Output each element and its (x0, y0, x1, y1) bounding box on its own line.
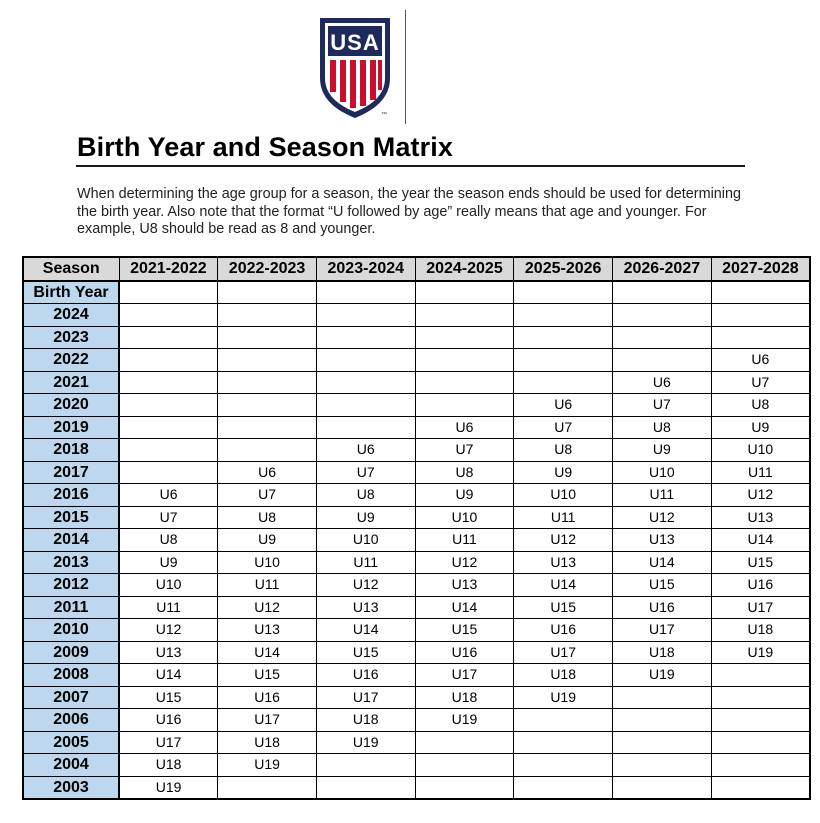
age-group-cell (316, 394, 415, 417)
page-title: Birth Year and Season Matrix (77, 132, 453, 162)
age-group-cell: U8 (119, 529, 218, 552)
age-group-cell: U16 (415, 641, 514, 664)
age-group-cell (613, 349, 712, 372)
age-group-cell: U18 (119, 754, 218, 777)
age-group-cell: U12 (613, 506, 712, 529)
age-group-cell (613, 304, 712, 327)
matrix-row (23, 754, 810, 777)
age-group-cell (514, 326, 613, 349)
age-group-cell (119, 416, 218, 439)
age-group-cell: U16 (119, 709, 218, 732)
empty-cell (711, 281, 810, 304)
age-group-cell (218, 349, 317, 372)
age-group-cell (613, 686, 712, 709)
age-group-cell (514, 776, 613, 799)
empty-cell (613, 281, 712, 304)
age-group-cell: U11 (415, 529, 514, 552)
empty-cell (415, 281, 514, 304)
matrix-row (23, 326, 810, 349)
season-header: 2023-2024 (316, 257, 415, 281)
age-group-cell (415, 349, 514, 372)
age-group-cell (711, 686, 810, 709)
title-divider (76, 165, 745, 167)
age-group-cell: U14 (218, 641, 317, 664)
age-group-cell (711, 731, 810, 754)
age-group-cell (613, 326, 712, 349)
age-group-cell: U17 (415, 664, 514, 687)
age-group-cell: U13 (119, 641, 218, 664)
age-group-cell (613, 709, 712, 732)
age-group-cell: U15 (415, 619, 514, 642)
season-header-row (23, 257, 810, 281)
age-group-cell: U17 (218, 709, 317, 732)
age-group-cell: U9 (415, 484, 514, 507)
age-group-cell: U10 (514, 484, 613, 507)
age-group-cell: U6 (119, 484, 218, 507)
logo-divider (405, 10, 406, 124)
age-group-cell: U11 (514, 506, 613, 529)
age-group-cell: U15 (711, 551, 810, 574)
matrix-row (23, 664, 810, 687)
matrix-row (23, 439, 810, 462)
age-group-cell: U18 (613, 641, 712, 664)
age-group-cell (514, 349, 613, 372)
age-group-cell: U13 (218, 619, 317, 642)
age-group-cell: U8 (218, 506, 317, 529)
age-group-cell: U7 (316, 461, 415, 484)
birth-year-cell: 2015 (23, 506, 119, 529)
birth-year-cell: 2021 (23, 371, 119, 394)
age-group-cell: U6 (711, 349, 810, 372)
season-corner-label: Season (23, 257, 119, 281)
season-header: 2025-2026 (514, 257, 613, 281)
age-group-cell (415, 371, 514, 394)
empty-cell (316, 281, 415, 304)
birth-year-cell: 2016 (23, 484, 119, 507)
age-group-cell (415, 394, 514, 417)
age-group-cell: U6 (316, 439, 415, 462)
age-group-cell: U15 (218, 664, 317, 687)
empty-cell (119, 281, 218, 304)
age-group-cell: U9 (613, 439, 712, 462)
birth-year-season-matrix (22, 256, 811, 800)
age-group-cell: U8 (316, 484, 415, 507)
age-group-cell: U12 (119, 619, 218, 642)
age-group-cell: U16 (514, 619, 613, 642)
age-group-cell: U13 (613, 529, 712, 552)
age-group-cell: U11 (218, 574, 317, 597)
age-group-cell (316, 304, 415, 327)
birth-year-cell: 2009 (23, 641, 119, 664)
age-group-cell: U18 (711, 619, 810, 642)
age-group-cell (119, 349, 218, 372)
age-group-cell: U13 (316, 596, 415, 619)
matrix-row (23, 394, 810, 417)
age-group-cell: U17 (119, 731, 218, 754)
birth-year-cell: 2010 (23, 619, 119, 642)
age-group-cell (119, 371, 218, 394)
birth-year-cell: 2023 (23, 326, 119, 349)
matrix-row (23, 641, 810, 664)
age-group-cell (514, 731, 613, 754)
empty-cell (514, 281, 613, 304)
age-group-cell: U9 (514, 461, 613, 484)
age-group-cell (316, 326, 415, 349)
matrix-row (23, 304, 810, 327)
birth-year-cell: 2004 (23, 754, 119, 777)
age-group-cell: U12 (514, 529, 613, 552)
age-group-cell: U14 (711, 529, 810, 552)
age-group-cell: U12 (415, 551, 514, 574)
age-group-cell (218, 326, 317, 349)
age-group-cell: U16 (613, 596, 712, 619)
age-group-cell: U13 (514, 551, 613, 574)
age-group-cell: U16 (218, 686, 317, 709)
age-group-cell: U6 (218, 461, 317, 484)
age-group-cell (415, 304, 514, 327)
age-group-cell: U18 (514, 664, 613, 687)
birth-year-cell: 2020 (23, 394, 119, 417)
age-group-cell: U14 (415, 596, 514, 619)
matrix-row (23, 551, 810, 574)
age-group-cell: U10 (415, 506, 514, 529)
age-group-cell: U7 (415, 439, 514, 462)
matrix-body (23, 281, 810, 800)
trademark-mark: ™ (381, 112, 387, 118)
age-group-cell (711, 304, 810, 327)
birth-year-cell: 2024 (23, 304, 119, 327)
age-group-cell (711, 664, 810, 687)
season-header: 2022-2023 (218, 257, 317, 281)
age-group-cell: U15 (514, 596, 613, 619)
empty-cell (218, 281, 317, 304)
birth-year-cell: 2003 (23, 776, 119, 799)
age-group-cell: U17 (613, 619, 712, 642)
age-group-cell (316, 754, 415, 777)
age-group-cell: U12 (218, 596, 317, 619)
birth-year-cell: 2017 (23, 461, 119, 484)
birth-year-label-row (23, 281, 810, 304)
age-group-cell: U11 (613, 484, 712, 507)
age-group-cell: U8 (613, 416, 712, 439)
age-group-cell (119, 326, 218, 349)
age-group-cell (316, 371, 415, 394)
birth-year-cell: 2014 (23, 529, 119, 552)
age-group-cell (218, 776, 317, 799)
birth-year-cell: 2012 (23, 574, 119, 597)
age-group-cell: U19 (415, 709, 514, 732)
age-group-cell: U19 (316, 731, 415, 754)
matrix-row (23, 506, 810, 529)
age-group-cell: U9 (218, 529, 317, 552)
age-group-cell (514, 754, 613, 777)
age-group-cell: U11 (711, 461, 810, 484)
matrix-row (23, 596, 810, 619)
age-group-cell: U7 (119, 506, 218, 529)
age-group-cell: U19 (218, 754, 317, 777)
age-group-cell: U10 (119, 574, 218, 597)
age-group-cell (613, 731, 712, 754)
age-group-cell: U16 (316, 664, 415, 687)
matrix-row (23, 529, 810, 552)
season-header: 2027-2028 (711, 257, 810, 281)
age-group-cell: U9 (316, 506, 415, 529)
age-group-cell: U8 (711, 394, 810, 417)
age-group-cell (514, 371, 613, 394)
matrix-row (23, 731, 810, 754)
age-group-cell: U14 (514, 574, 613, 597)
matrix-row (23, 574, 810, 597)
age-group-cell (613, 754, 712, 777)
season-header: 2026-2027 (613, 257, 712, 281)
age-group-cell (711, 709, 810, 732)
matrix-row (23, 686, 810, 709)
matrix-row (23, 776, 810, 799)
matrix-row (23, 416, 810, 439)
age-group-cell: U19 (711, 641, 810, 664)
age-group-cell (218, 394, 317, 417)
birth-year-label: Birth Year (23, 281, 119, 304)
age-group-cell: U18 (218, 731, 317, 754)
age-group-cell (218, 371, 317, 394)
age-group-cell (119, 394, 218, 417)
logo-text: USA (330, 30, 380, 55)
age-group-cell (218, 439, 317, 462)
age-group-cell: U7 (613, 394, 712, 417)
age-group-cell (316, 416, 415, 439)
age-group-cell: U7 (218, 484, 317, 507)
age-group-cell: U17 (514, 641, 613, 664)
age-group-cell: U10 (711, 439, 810, 462)
birth-year-cell: 2013 (23, 551, 119, 574)
age-group-cell: U15 (613, 574, 712, 597)
age-group-cell: U8 (514, 439, 613, 462)
age-group-cell: U15 (119, 686, 218, 709)
age-group-cell (218, 416, 317, 439)
age-group-cell (415, 776, 514, 799)
age-group-cell: U10 (613, 461, 712, 484)
age-group-cell (119, 461, 218, 484)
age-group-cell (711, 326, 810, 349)
age-group-cell (514, 304, 613, 327)
age-group-cell: U8 (415, 461, 514, 484)
matrix-row (23, 484, 810, 507)
matrix-row (23, 619, 810, 642)
age-group-cell: U17 (316, 686, 415, 709)
matrix-row (23, 709, 810, 732)
age-group-cell: U18 (316, 709, 415, 732)
birth-year-cell: 2019 (23, 416, 119, 439)
age-group-cell: U13 (711, 506, 810, 529)
age-group-cell: U6 (613, 371, 712, 394)
birth-year-cell: 2006 (23, 709, 119, 732)
age-group-cell: U15 (316, 641, 415, 664)
age-group-cell: U19 (119, 776, 218, 799)
matrix-row (23, 349, 810, 372)
matrix-row (23, 461, 810, 484)
age-group-cell: U12 (711, 484, 810, 507)
birth-year-cell: 2011 (23, 596, 119, 619)
age-group-cell: U13 (415, 574, 514, 597)
age-group-cell (316, 349, 415, 372)
age-group-cell: U10 (218, 551, 317, 574)
age-group-cell: U9 (119, 551, 218, 574)
age-group-cell: U18 (415, 686, 514, 709)
birth-year-cell: 2008 (23, 664, 119, 687)
age-group-cell (514, 709, 613, 732)
age-group-cell: U14 (119, 664, 218, 687)
age-group-cell (218, 304, 317, 327)
birth-year-cell: 2022 (23, 349, 119, 372)
age-group-cell: U12 (316, 574, 415, 597)
age-group-cell (119, 304, 218, 327)
age-group-cell (415, 754, 514, 777)
age-group-cell: U14 (613, 551, 712, 574)
birth-year-cell: 2018 (23, 439, 119, 462)
age-group-cell (711, 754, 810, 777)
matrix-row (23, 371, 810, 394)
age-group-cell: U19 (514, 686, 613, 709)
intro-paragraph: When determining the age group for a season, the year the season ends should be used for determining the birth year. Also note that the format “U followed by age” really means that age and younger. For example, U8 should be read as 8 and younger. (77, 186, 741, 237)
age-group-cell: U19 (613, 664, 712, 687)
age-group-cell (316, 776, 415, 799)
us-soccer-crest-logo (317, 16, 393, 120)
age-group-cell: U11 (316, 551, 415, 574)
birth-year-cell: 2005 (23, 731, 119, 754)
age-group-cell: U11 (119, 596, 218, 619)
age-group-cell: U7 (514, 416, 613, 439)
age-group-cell (711, 776, 810, 799)
age-group-cell: U16 (711, 574, 810, 597)
age-group-cell: U17 (711, 596, 810, 619)
age-group-cell (119, 439, 218, 462)
season-header: 2024-2025 (415, 257, 514, 281)
birth-year-cell: 2007 (23, 686, 119, 709)
age-group-cell: U9 (711, 416, 810, 439)
age-group-cell (613, 776, 712, 799)
age-group-cell: U10 (316, 529, 415, 552)
age-group-cell: U14 (316, 619, 415, 642)
season-header: 2021-2022 (119, 257, 218, 281)
age-group-cell: U6 (514, 394, 613, 417)
age-group-cell: U7 (711, 371, 810, 394)
age-group-cell: U6 (415, 416, 514, 439)
age-group-cell (415, 731, 514, 754)
age-group-cell (415, 326, 514, 349)
